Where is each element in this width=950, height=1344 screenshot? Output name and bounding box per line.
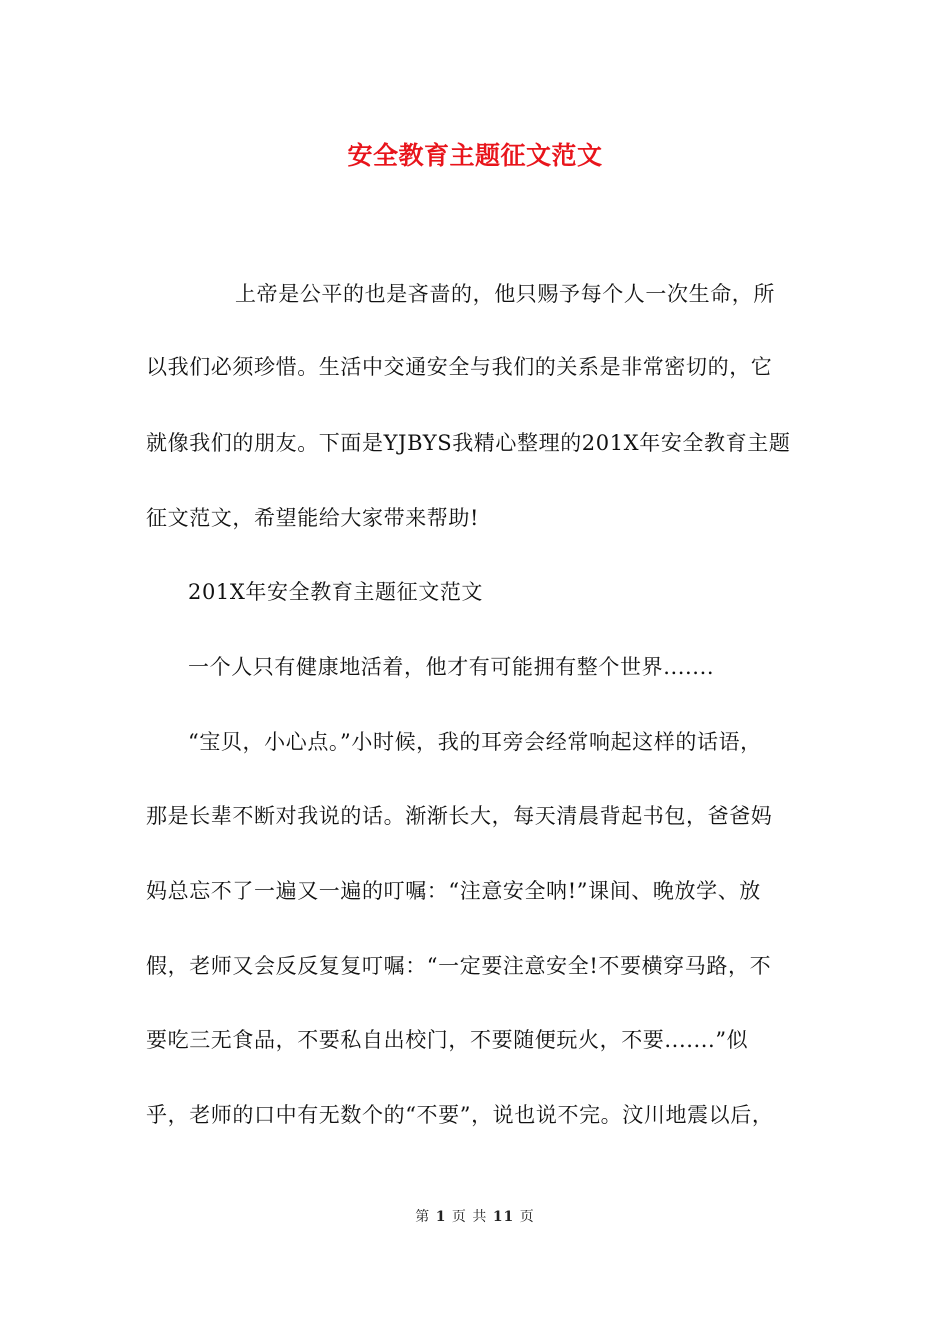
footer-prefix: 第 (415, 1209, 431, 1225)
paragraph-line: 那是长辈不断对我说的话。渐渐长大，每天清晨背起书包，爸爸妈 (146, 804, 773, 828)
paragraph-line: 征文范文，希望能给大家带来帮助! (146, 506, 480, 530)
paragraph-line: 以我们必须珍惜。生活中交通安全与我们的关系是非常密切的，它 (146, 355, 773, 379)
paragraph-line: 一个人只有健康地活着，他才有可能拥有整个世界....... (188, 655, 715, 679)
footer-total-pages: 11 (492, 1209, 515, 1225)
paragraph-line: 假，老师又会反反复复叮嘱：“一定要注意安全!不要横穿马路，不 (146, 954, 772, 978)
paragraph-line: 妈总忘不了一遍又一遍的叮嘱：“注意安全呐!”课间、晚放学、放 (146, 879, 761, 903)
document-title: 安全教育主题征文范文 (347, 141, 603, 170)
paragraph-line: 要吃三无食品，不要私自出校门，不要随便玩火，不要.......”似 (146, 1028, 749, 1052)
footer-suffix: 页 (519, 1209, 535, 1225)
footer-page-number: 1 (435, 1209, 447, 1225)
subheading-line: 201X年安全教育主题征文范文 (188, 580, 484, 604)
paragraph-line: 上帝是公平的也是吝啬的，他只赐予每个人一次生命，所 (235, 282, 775, 306)
paragraph-line: “宝贝，小心点。”小时候，我的耳旁会经常响起这样的话语， (188, 730, 762, 754)
footer-middle: 页 共 (451, 1209, 488, 1225)
paragraph-line: 就像我们的朋友。下面是YJBYS我精心整理的201X年安全教育主题 (146, 431, 791, 455)
paragraph-line: 乎，老师的口中有无数个的“不要”，说也说不完。汶川地震以后， (146, 1103, 774, 1127)
page-footer (0, 1206, 950, 1226)
